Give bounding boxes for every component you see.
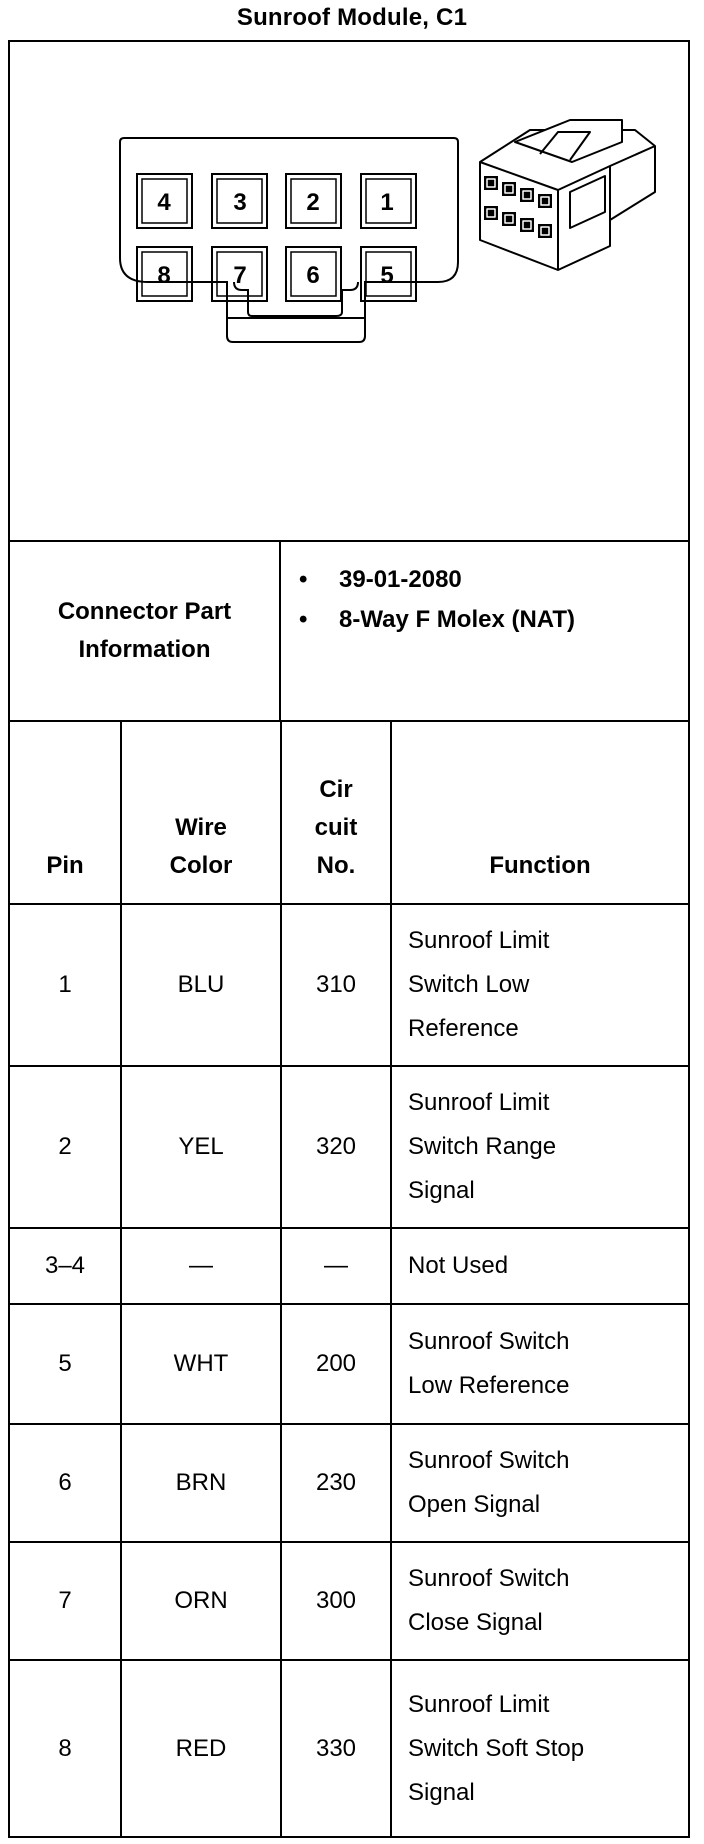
function-cell: Sunroof Limit Switch Soft Stop Signal: [391, 1660, 688, 1836]
pin-label: 1: [380, 189, 394, 216]
circuit-cell: 300: [281, 1542, 391, 1660]
wire-color-cell: RED: [121, 1660, 281, 1836]
circuit-cell: 200: [281, 1304, 391, 1424]
header-pin: Pin: [10, 722, 121, 904]
table-row: [10, 1542, 688, 1660]
function-cell: Sunroof Limit Switch Low Reference: [391, 904, 688, 1066]
connector-diagram: [10, 42, 688, 542]
wire-color-cell: YEL: [121, 1066, 281, 1228]
pin-cell: 5: [10, 1304, 121, 1424]
connector-face-drawing: [10, 42, 688, 540]
part-number: • 39-01-2080: [281, 560, 681, 600]
pin-cavity-2: [286, 174, 341, 228]
circuit-cell: 320: [281, 1066, 391, 1228]
table-row: [10, 1066, 688, 1228]
pin-label: 7: [233, 262, 247, 289]
wire-color-cell: ORN: [121, 1542, 281, 1660]
pin-cell: 8: [10, 1660, 121, 1836]
wire-color-cell: —: [121, 1228, 281, 1304]
function-cell: Sunroof Switch Open Signal: [391, 1424, 688, 1542]
table-row: [10, 1424, 688, 1542]
header-function: Function: [391, 722, 688, 904]
table-row: [10, 1660, 688, 1836]
connector-part-list: [281, 560, 681, 640]
wire-color-cell: WHT: [121, 1304, 281, 1424]
function-cell: Sunroof Limit Switch Range Signal: [391, 1066, 688, 1228]
pin-cell: 2: [10, 1066, 121, 1228]
function-cell: Sunroof Switch Low Reference: [391, 1304, 688, 1424]
pin-label: 4: [157, 189, 171, 216]
circuit-cell: 310: [281, 904, 391, 1066]
connector-part-label-line2: Information: [78, 636, 211, 663]
pin-label: 8: [157, 262, 171, 289]
pin-cavity-7: [212, 247, 267, 301]
part-description: • 8-Way F Molex (NAT): [281, 600, 681, 640]
function-cell: Sunroof Switch Close Signal: [391, 1542, 688, 1660]
function-cell: Not Used: [391, 1228, 688, 1304]
table-row: [10, 1228, 688, 1304]
pin-cell: 7: [10, 1542, 121, 1660]
connector-3d-icon: [480, 120, 655, 270]
pin-label: 5: [380, 262, 394, 289]
circuit-cell: —: [281, 1228, 391, 1304]
connector-part-label: [10, 542, 281, 720]
connector-part-info: [10, 542, 688, 722]
latch-outline: [234, 282, 358, 316]
pin-cavity-6: [286, 247, 341, 301]
connector-part-label-line1: Connector Part: [57, 598, 232, 625]
pinout-table: [10, 722, 688, 1836]
table-row: [10, 904, 688, 1066]
pin-label: 6: [306, 262, 320, 289]
pin-label: 3: [233, 189, 247, 216]
pin-cell: 3–4: [10, 1228, 121, 1304]
connector-frame: [8, 40, 690, 1838]
pin-cavity-3: [212, 174, 267, 228]
table-header-row: [10, 722, 688, 904]
wire-color-cell: BLU: [121, 904, 281, 1066]
pin-label: 2: [306, 189, 320, 216]
wire-color-cell: BRN: [121, 1424, 281, 1542]
header-circuit-no: Cir cuit No.: [281, 722, 391, 904]
connector-outline: [120, 138, 458, 342]
pin-cavity-8: [137, 247, 192, 301]
header-wire-color: Wire Color: [121, 722, 281, 904]
pin-cell: 1: [10, 904, 121, 1066]
pin-cell: 6: [10, 1424, 121, 1542]
table-row: [10, 1304, 688, 1424]
circuit-cell: 330: [281, 1660, 391, 1836]
pin-cavity-5: [361, 247, 416, 301]
pin-cavity-1: [361, 174, 416, 228]
circuit-cell: 230: [281, 1424, 391, 1542]
pin-cavity-4: [137, 174, 192, 228]
page-title: Sunroof Module, C1: [236, 4, 468, 31]
